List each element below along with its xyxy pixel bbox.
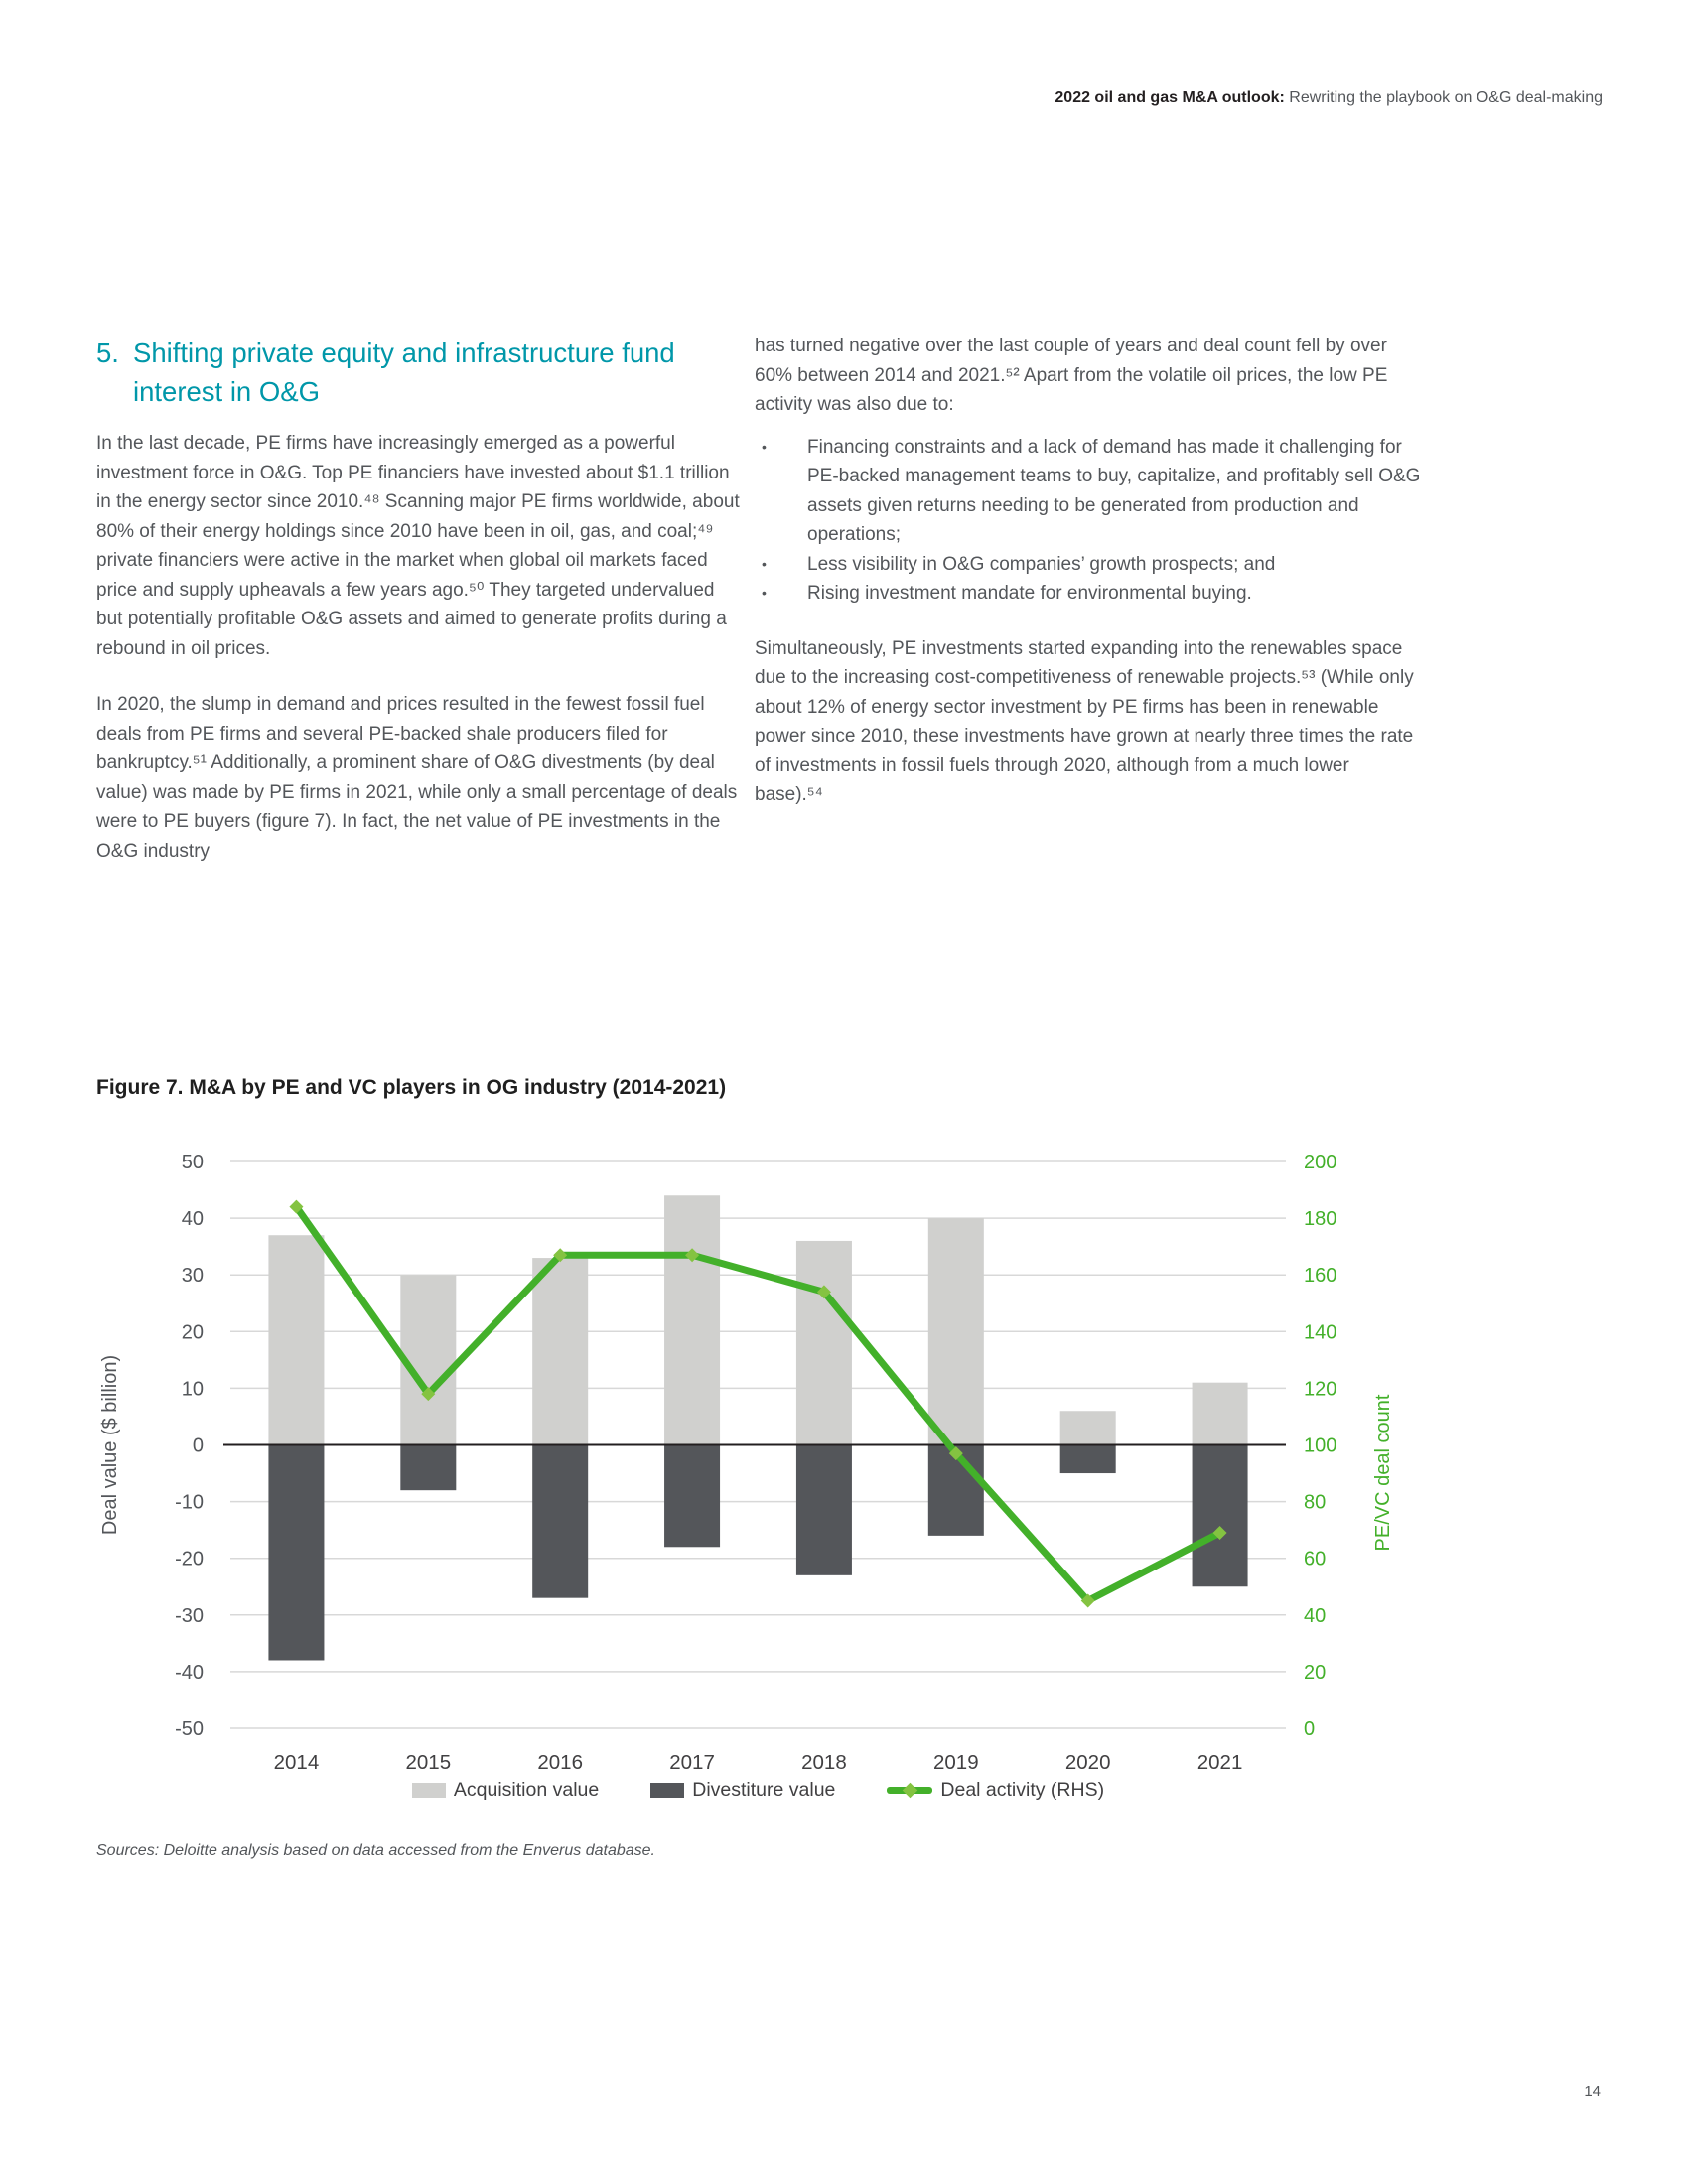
legend-item-acquisition-value [412, 1779, 599, 1802]
section-number: 5. [96, 338, 119, 368]
x-axis-label-2015: 2015 [405, 1751, 452, 1774]
left-axis-tick-20: 20 [181, 1321, 204, 1344]
bar-acquisition-2021 [1193, 1383, 1248, 1445]
bar-divestiture-2018 [796, 1445, 852, 1575]
right-column [755, 332, 1422, 810]
bar-acquisition-2018 [796, 1241, 852, 1445]
left-axis-tick--20: -20 [175, 1548, 204, 1570]
figure-title: Figure 7. M&A by PE and VC players in OG industry (2014-2021) [96, 1076, 727, 1099]
bar-divestiture-2016 [532, 1445, 588, 1598]
bullet-list [755, 433, 1422, 609]
right-axis-tick-100: 100 [1304, 1434, 1337, 1457]
right-axis-tick-40: 40 [1304, 1604, 1327, 1627]
legend-label: Deal activity (RHS) [940, 1779, 1105, 1801]
left-axis-tick-10: 10 [181, 1378, 204, 1401]
right-axis-tick-180: 180 [1304, 1208, 1337, 1231]
paragraph: In the last decade, PE firms have increasingly emerged as a powerful investment force in O&G. Top PE financiers have invested about $1.1 trillion in the energy sector since 2010.⁴⁸ Scanning major PE firms worldwide, about 80% of their energy holdings since 2010 have been in oil, gas, and coal;⁴⁹ private financiers were active in the market when global oil markets faced price and supply upheavals a few years ago.⁵⁰ They targeted undervalued but potentially profitable O&G assets and aimed to generate profits during a rebound in oil prices. [96, 433, 740, 659]
x-axis-label-2021: 2021 [1196, 1751, 1243, 1774]
right-axis-tick-60: 60 [1304, 1548, 1327, 1570]
list-item [755, 433, 1422, 550]
left-axis-tick-50: 50 [181, 1152, 204, 1173]
bar-acquisition-2019 [928, 1218, 984, 1444]
bar-divestiture-2021 [1193, 1445, 1248, 1587]
bar-divestiture-2017 [664, 1445, 720, 1548]
bullet-text: Financing constraints and a lack of demand has made it challenging for PE-backed management teams to buy, capitalize, and profitably sell O&G assets given returns needing to be generated from production and operations; [807, 436, 1421, 545]
right-axis-tick-0: 0 [1304, 1718, 1316, 1740]
left-axis-tick--50: -50 [175, 1718, 204, 1740]
bar-divestiture-2020 [1060, 1445, 1116, 1474]
right-axis-tick-140: 140 [1304, 1321, 1337, 1344]
x-axis-label-2018: 2018 [801, 1751, 847, 1774]
deal-activity-rhs-line-swatch [887, 1787, 932, 1794]
left-axis-tick--40: -40 [175, 1661, 204, 1684]
left-axis-title: Deal value ($ billion) [99, 1354, 121, 1536]
bar-acquisition-2015 [400, 1275, 456, 1444]
bullet-text: Rising investment mandate for environmental buying. [807, 583, 1252, 604]
bullet-icon: • [762, 438, 767, 455]
x-axis-label-2016: 2016 [537, 1751, 583, 1774]
chart-legend [230, 1779, 1286, 1802]
paragraph: Simultaneously, PE investments started expanding into the renewables space due to the increasing cost-competitiveness of renewable projects.⁵³ (While only about 12% of energy sector investment by PE firms has been in renewable power since 2010, these investments have grown at nearly three times the rate of investments in fossil fuels through 2020, although from a much lower base).⁵⁴ [755, 637, 1414, 805]
left-axis-tick-40: 40 [181, 1208, 204, 1231]
page-number: 14 [1584, 2083, 1601, 2100]
right-axis-title: PE/VC deal count [1372, 1394, 1394, 1552]
chart-plot-area [94, 1134, 1435, 1794]
section-heading-text: Shifting private equity and infrastructure fund interest in O&G [133, 338, 675, 407]
report-title: 2022 oil and gas M&A outlook: [1055, 89, 1285, 106]
bullet-text: Less visibility in O&G companies’ growth prospects; and [807, 553, 1276, 575]
right-axis-tick-120: 120 [1304, 1378, 1337, 1401]
bullet-icon: • [762, 555, 767, 572]
right-axis-tick-20: 20 [1304, 1661, 1327, 1684]
left-axis-tick-0: 0 [192, 1434, 204, 1457]
diamond-marker-icon [903, 1782, 918, 1798]
left-axis-tick-30: 30 [181, 1265, 204, 1288]
right-axis-tick-160: 160 [1304, 1265, 1337, 1288]
legend-label: Divestiture value [692, 1779, 836, 1801]
right-axis-tick-80: 80 [1304, 1491, 1327, 1514]
legend-label: Acquisition value [453, 1779, 600, 1801]
left-axis-tick--10: -10 [175, 1491, 204, 1514]
acquisition-value-swatch [412, 1783, 446, 1798]
bar-divestiture-2015 [400, 1445, 456, 1491]
legend-item-deal-activity-rhs [887, 1779, 1104, 1802]
x-axis-label-2017: 2017 [669, 1751, 715, 1774]
bullet-icon: • [762, 585, 767, 601]
list-item [755, 550, 1422, 580]
figure-7-chart [94, 1134, 1435, 1848]
paragraph: In 2020, the slump in demand and prices resulted in the fewest fossil fuel deals from PE firms and several PE-backed shale producers filed for bankruptcy.⁵¹ Additionally, a prominent share of O&G divestments (by deal value) was made by PE firms in 2021, while only a small percentage of deals were to PE buyers (figure 7). In fact, the net value of PE investments in the O&G industry [96, 694, 738, 862]
right-axis-tick-200: 200 [1304, 1152, 1337, 1173]
source-note: Sources: Deloitte analysis based on data accessed from the Enverus database. [96, 1843, 655, 1859]
page-header [1055, 89, 1603, 107]
report-subtitle: Rewriting the playbook on O&G deal-making [1284, 89, 1603, 106]
bar-acquisition-2014 [268, 1235, 324, 1444]
bar-acquisition-2016 [532, 1258, 588, 1444]
x-axis-label-2014: 2014 [273, 1751, 320, 1774]
section-heading [96, 334, 732, 411]
x-axis-label-2019: 2019 [933, 1751, 979, 1774]
left-column [96, 429, 744, 866]
bar-divestiture-2014 [268, 1445, 324, 1661]
x-axis-label-2020: 2020 [1064, 1751, 1111, 1774]
bar-acquisition-2020 [1060, 1411, 1116, 1444]
list-item [755, 579, 1422, 609]
legend-item-divestiture-value [650, 1779, 835, 1802]
left-axis-tick--30: -30 [175, 1604, 204, 1627]
divestiture-value-swatch [650, 1783, 684, 1798]
paragraph: has turned negative over the last couple of years and deal count fell by over 60% between 2014 and 2021.⁵² Apart from the volatile oil prices, the low PE activity was also due to: [755, 336, 1388, 415]
bar-acquisition-2017 [664, 1195, 720, 1444]
